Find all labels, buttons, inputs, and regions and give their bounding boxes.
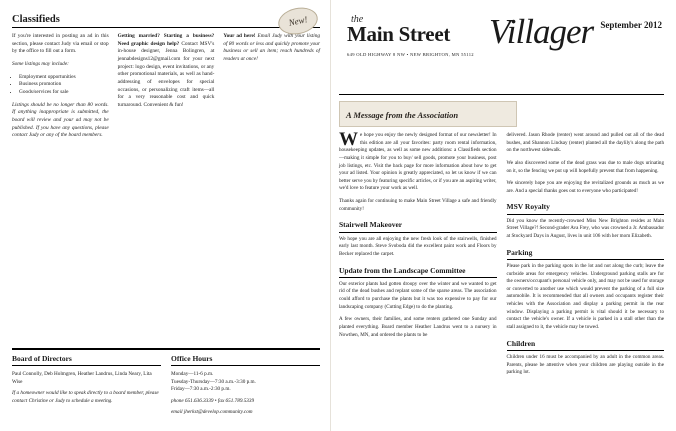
new-badge [278,8,318,34]
section-rule [339,277,497,278]
classifieds-listing-types [12,74,109,97]
association-cont-para-1: delivered. Jason Rhode (renter) went around and pulled out all of the dead bushes, and Shannon Lindsay (renter) planted all the daylily's along the path on the northwest sidewalk. [506,132,664,154]
section-body-landscape: Our exterior plants had gotten droopy over the winter and we wanted to get rid of the dead bushes and replant some of the sparse areas. The association could afford to purchase the plants but it was too expensive to pay for our landscaping company (Cutting Edge) to do the planting. [339,280,497,310]
board-box-rule [12,365,161,366]
classifieds-column-3 [223,33,320,145]
section-body-children: Children under 16 must be accompanied by an adult in the common areas. Parents, please be attentive when your children are playing outside in the parking lot. [506,353,664,376]
association-message-para-1: We hope you enjoy the newly designed format of our newsletter! In this edition are all your favorites: party room rental information, housekeeping updates, as well as some new additions: a Classifieds section—making it simple for you to buy/ sell goods, promote your business, post job listings, etc. Visit the back page for more information about how to get your ad listed. Your opinion is greatly appreciated, so let us know if we can better serve you by featuring specific articles, or if you are an aspiring writer, we'd love to feature your work as well. [339,129,497,192]
classifieds-column-1 [12,33,109,145]
classifieds-rule [12,27,320,28]
board-of-directors-box [12,354,161,421]
association-cont-para-2: We also discovered some of the dead grass was due to male dogs urinating on it, so the fencing we put up will hopefully prevent that from happening. [506,159,664,174]
association-message-title: A Message from the Association [346,110,459,120]
masthead-the: the [351,14,364,25]
board-members: Paul Connolly, Deb Holmgren, Heather Landrus, Linda Neary, Lita Wise [12,371,152,385]
association-message-para-2: Thanks again for continuing to make Main Street Village a safe and friendly community! [339,198,497,212]
section-body-parking: Please park in the parking spots in the lot and not along the curb; leave the curbside areas for emergency vehicles. Underground parking stalls are for the owners/occupant's personal vehicle only, and may not be used for storage or converted to another use which would prevent the parking of a full size automobile. It is recommended that all owners and occupants register their vehicles with the Association and display a parking permit in the rear window. Displaying a parking permit is vital should it be necessary to contact the vehicle's owner. If a vehicle is parked in a stall other than the stall assigned to it, the vehicle may be towed. [506,262,664,331]
section-rule [507,214,665,215]
office-phone: phone 651.636.3339 • fax 651.789.5339 [171,397,255,404]
classifieds-column-2 [118,33,215,145]
right-page [330,0,676,431]
office-hours-title: Office Hours [171,354,213,364]
office-hours-line-3: Friday—7:30 a.m.-2:30 p.m. [171,386,231,393]
office-hours-rule [171,365,320,366]
section-title-royalty: MSV Royalty [506,202,550,212]
masthead-date: September 2012 [600,20,662,30]
board-note: If a homeowner would like to speak directly to a board member, please contact Christine or Judy to schedule a meeting. [12,390,159,404]
classifieds-note: Listings should be no longer than 80 words. If anything inappropriate is submitted, the board will review and your ad may not be published. If you have any questions, please contact Judy or any of the board members. [12,101,109,139]
design-ad-headline: Getting married? Starting a business? Need graphic design help? [117,33,215,47]
office-hours-line-1: Monday—11-6 p.m. [171,371,214,378]
office-hours-box [171,354,320,421]
section-title-stairwell: Stairwell Makeover [339,220,403,230]
your-ad-body: Email Judy with your listing of 80 words or less and quickly promote your business or sell an item; reach hundreds of readers at once! [223,33,321,63]
right-column-1 [339,129,497,382]
left-page [0,0,330,431]
section-title-landscape: Update from the Landscape Committee [339,265,466,275]
design-ad-body: Contact MSV's in-house designer, Jenna Bolingren, at jennabdesigns12@gmail.com for your next project: logo design, event invitations, or any other promotional materials, as well as hand-addressing of envelopes for special occasions, or personalizing craft items—all for a very reasonable cost and quick turnaround. Convenient & fun! [117,40,215,109]
masthead-rule [339,94,664,95]
classifieds-heading: Classifieds [12,14,60,25]
section-body-landscape-cont: A few owners, their families, and some renters gathered one Sunday and planted everything. Board member Heather Landrus went to a nursery in Nowthen, MN, and ordered the plants to be [339,316,497,338]
footer-rule [12,348,320,350]
section-rule [507,259,665,260]
left-page-footer [12,348,320,421]
right-column-2 [507,132,665,382]
section-title-children: Children [506,338,536,348]
section-body-stairwell: We hope you are all enjoying the new fresh look of the stairwells, finished early last month. Steve Svoboda did the excellent paint work and Floors by Becker replaced the carpet. [339,235,497,257]
classifieds-intro: If you're interested in posting an ad in this section, please contact Judy via email or stop by the office to fill out a form. [12,33,109,55]
classifieds-subhead: Some listings may include: [12,61,69,68]
masthead-villager: Villager [489,12,594,51]
masthead [339,10,664,56]
office-email: email jherkst@develop.community.com [171,409,253,416]
masthead-address: 649 OLD HIGHWAY 8 NW • NEW BRIGHTON, MN 55112 [347,52,474,57]
list-item: • Employment opportunities [19,74,109,82]
classifieds-columns [12,33,320,145]
right-page-columns [339,129,664,382]
section-title-parking: Parking [506,247,533,257]
list-item: • Goods/services for sale [19,89,109,97]
your-ad-headline: Your ad here! [223,33,256,39]
association-message-banner [339,101,517,127]
section-rule [507,350,665,351]
new-badge-label: New! [287,14,309,28]
board-box-title: Board of Directors [12,354,72,364]
masthead-main-street: Main Street [347,22,451,46]
section-body-royalty: Did you know the recently-crowned Miss New Brighton resides at Main Street Village?! Second-grader Ava Frey, who was crowned a Jr. Ambassador at Stockyard Days in August, lives in unit 106 with her mom Elizabeth. [506,217,664,240]
association-cont-para-3: We sincerely hope you are enjoying the revitalized grounds as much as we are. And a special thanks goes out to everyone who participated! [506,180,664,194]
list-item: • Business promotion [19,81,109,89]
office-hours-line-2: Tuesday-Thursday—7:30 a.m.-3:30 p.m. [171,378,256,385]
section-rule [339,232,497,233]
